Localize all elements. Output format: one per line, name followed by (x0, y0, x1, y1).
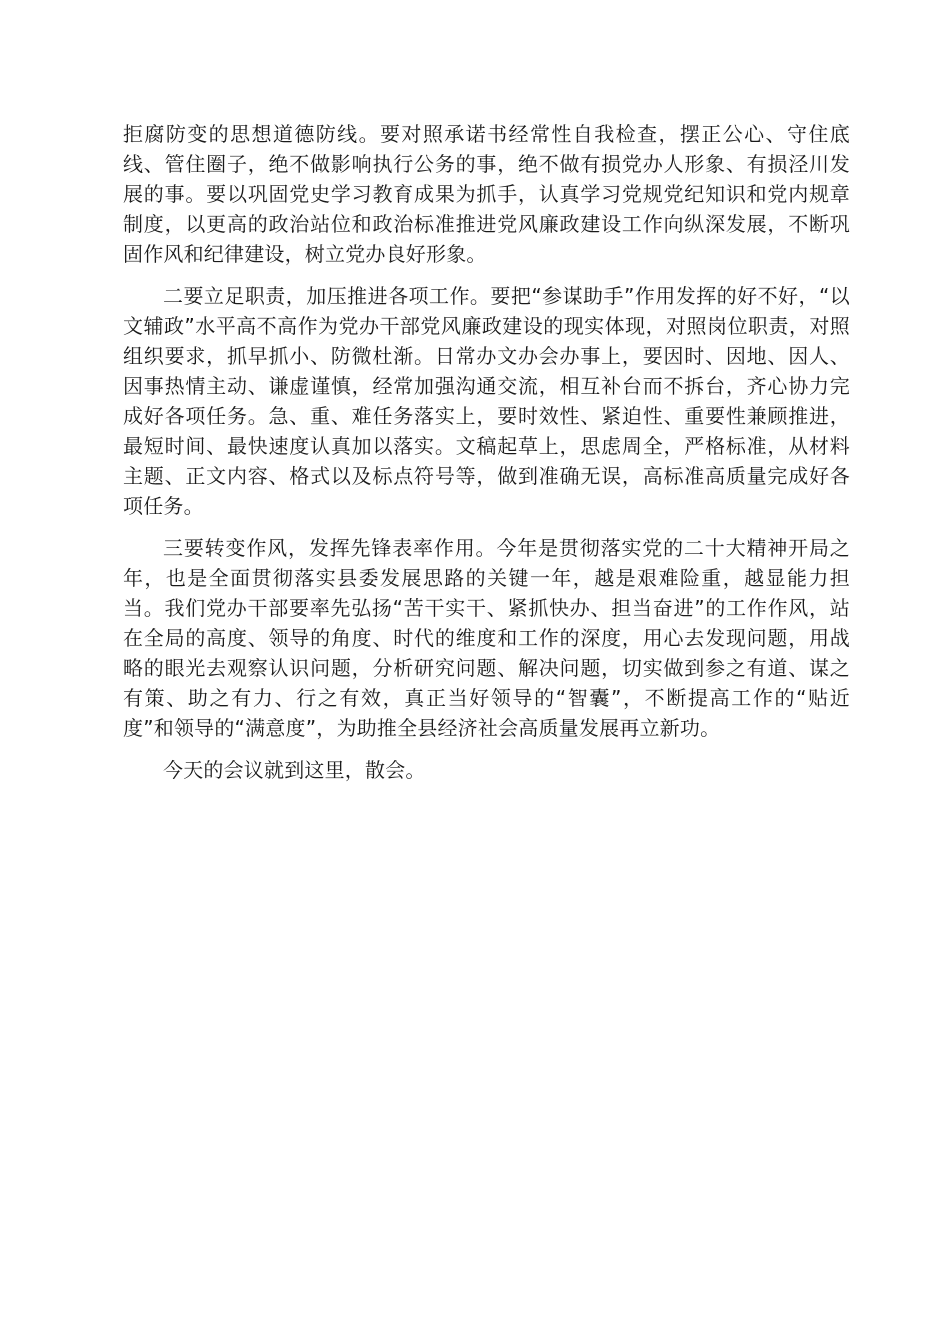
paragraph-continuation: 拒腐防变的思想道德防线。要对照承诺书经常性自我检查，摆正公心、守住底线、管住圈子，绝不做影响执行公务的事，绝不做有损党办人形象、有损泾川发展的事。要以巩固党史学习教育成果为抓手，认真学习党规党纪知识和党内规章制度，以更高的政治站位和政治标准推进党风廉政建设工作向纵深发展，不断巩固作风和纪律建设，树立党办良好形象。 (123, 122, 850, 266)
paragraph-closing: 今天的会议就到这里，散会。 (163, 758, 426, 782)
document-body (123, 119, 850, 797)
paragraph-third-point: 三要转变作风，发挥先锋表率作用。今年是贯彻落实党的二十大精神开局之年，也是全面贯彻落实县委发展思路的关键一年，越是艰难险重，越显能力担当。我们党办干部要率先弘扬“苦干实干、紧抓快办、担当奋进”的工作作风，站在全局的高度、领导的角度、时代的维度和工作的深度，用心去发现问题，用战略的眼光去观察认识问题，分析研究问题、解决问题，切实做到参之有道、谋之有策、助之有力、行之有效，真正当好领导的“智囊”，不断提高工作的“贴近度”和领导的“满意度”，为助推全县经济社会高质量发展再立新功。 (123, 536, 850, 740)
paragraph-second-point: 二要立足职责，加压推进各项工作。要把“参谋助手”作用发挥的好不好，“以文辅政”水平高不高作为党办干部党风廉政建设的现实体现，对照岗位职责，对照组织要求，抓早抓小、防微杜渐。日常办文办会办事上，要因时、因地、因人、因事热情主动、谦虚谨慎，经常加强沟通交流，相互补台而不拆台，齐心协力完成好各项任务。急、重、难任务落实上，要时效性、紧迫性、重要性兼顾推进，最短时间、最快速度认真加以落实。文稿起草上，思虑周全，严格标准，从材料主题、正文内容、格式以及标点符号等，做到准确无误，高标准高质量完成好各项任务。 (123, 284, 850, 518)
